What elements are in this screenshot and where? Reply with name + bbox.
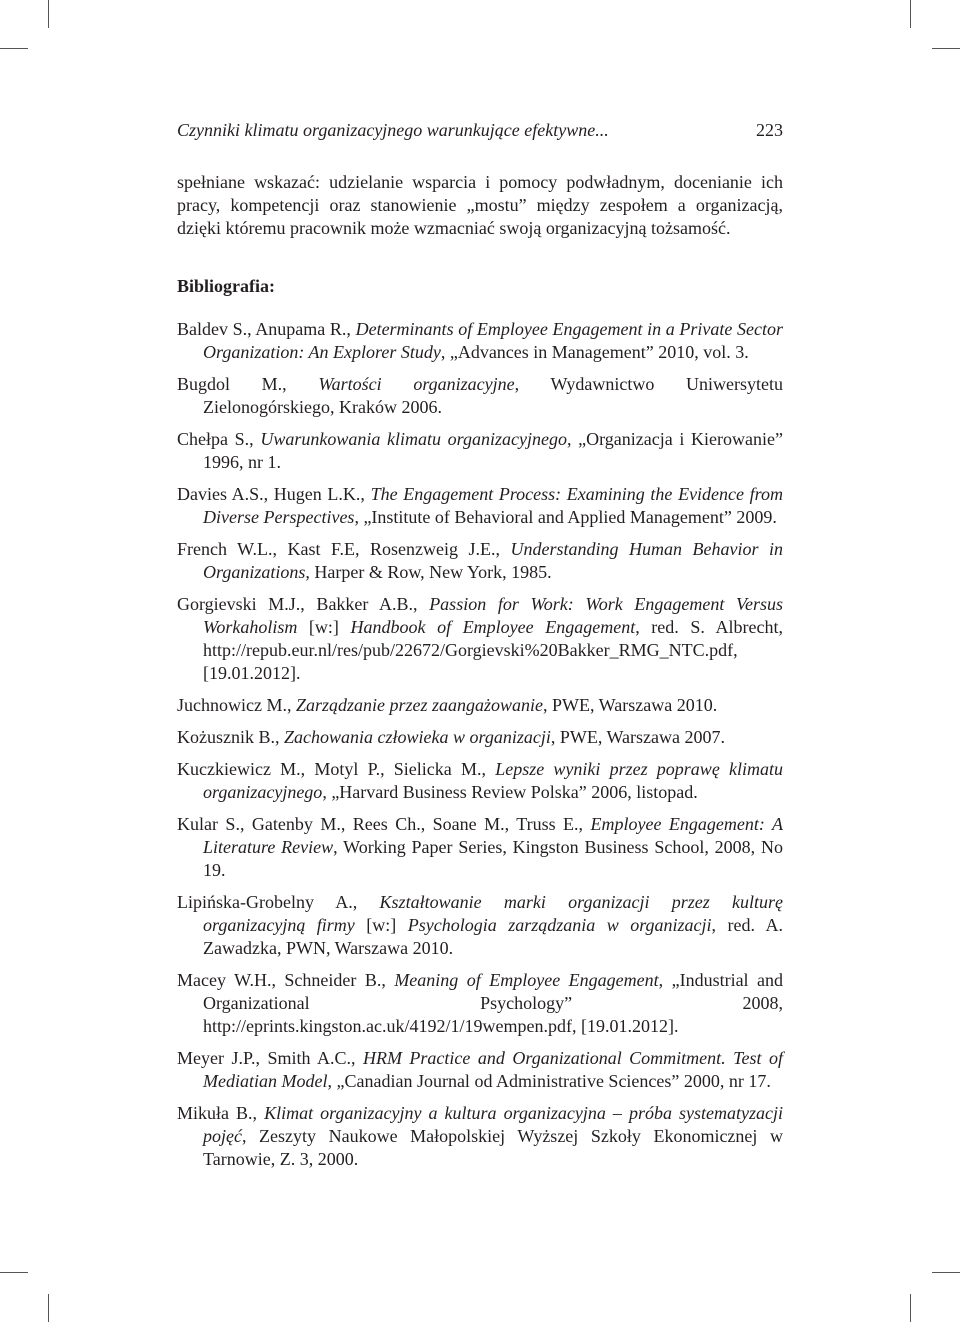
reference-title: The Engagement Process: Examining the Evidence from Diverse Perspectives xyxy=(203,484,784,527)
reference-rest: , „Organizacja i Kierowanie” 1996, nr 1. xyxy=(203,429,784,472)
reference-author: Davies A.S., Hugen L.K., xyxy=(177,484,371,504)
reference-title: Wartości organizacyjne xyxy=(318,374,515,394)
reference-title: Uwarunkowania klimatu organizacyjnego xyxy=(260,429,567,449)
reference-item xyxy=(177,694,783,717)
reference-item xyxy=(177,969,783,1038)
crop-mark xyxy=(932,1272,960,1273)
reference-author: French W.L., Kast F.E, Rosenzweig J.E., xyxy=(177,539,511,559)
reference-rest: , „Institute of Behavioral and Applied Management” 2009. xyxy=(354,507,777,527)
crop-mark xyxy=(48,0,49,28)
reference-author: Meyer J.P., Smith A.C., xyxy=(177,1048,363,1068)
page-number: 223 xyxy=(756,120,783,140)
crop-mark xyxy=(0,48,28,49)
reference-title: Lepsze wyniki przez poprawę klimatu organizacyjnego xyxy=(203,759,784,802)
reference-title: Klimat organizacyjny a kultura organizacyjna – próba systematyzacji pojęć xyxy=(203,1103,783,1146)
reference-rest: , Zeszyty Naukowe Małopolskiej Wyższej Szkoły Ekonomicznej w Tarnowie, Z. 3, 2000. xyxy=(203,1126,783,1169)
running-head xyxy=(177,120,783,150)
body-paragraph: spełniane wskazać: udzielanie wsparcia i pomocy podwładnym, docenianie ich pracy, kompetencji oraz stanowienie „mostu” między zespołem a organizacją, dzięki któremu pracownik może wzmacniać swoją organizacyjną tożsamość. xyxy=(177,172,783,238)
bibliography-heading: Bibliografia: xyxy=(177,276,275,296)
reference-title: Employee Engagement: A Literature Review xyxy=(203,814,783,857)
reference-title: Meaning of Employee Engagement xyxy=(394,970,659,990)
reference-author: Bugdol M., xyxy=(177,374,319,394)
reference-rest: , „Canadian Journal od Administrative Sciences” 2000, nr 17. xyxy=(327,1071,771,1091)
crop-mark xyxy=(910,0,911,28)
reference-author: Baldev S., Anupama R., xyxy=(177,319,356,339)
crop-mark xyxy=(910,1294,911,1322)
crop-mark xyxy=(48,1294,49,1322)
reference-rest: , Wydawnictwo Uniwersytetu Zielonogórskiego, Kraków 2006. xyxy=(203,374,783,417)
reference-author: Kuczkiewicz M., Motyl P., Sielicka M., xyxy=(177,759,496,779)
reference-item xyxy=(177,1102,783,1171)
reference-rest: , „Industrial and Organizational Psychology” 2008, http://eprints.kingston.ac.uk/4192/1/19wempen.pdf, [19.01.2012]. xyxy=(203,970,784,1036)
reference-author: Kular S., Gatenby M., Rees Ch., Soane M., Truss E., xyxy=(177,814,591,834)
reference-rest: , „Advances in Management” 2010, vol. 3. xyxy=(440,342,749,362)
reference-author: Chełpa S., xyxy=(177,429,261,449)
reference-title-secondary: Psychologia zarządzania w organizacji xyxy=(407,915,712,935)
reference-rest: , PWE, Warszawa 2010. xyxy=(543,695,718,715)
bibliography-list xyxy=(177,318,783,1171)
reference-rest: [w:] xyxy=(297,617,351,637)
reference-item xyxy=(177,593,783,685)
reference-title: Zarządzanie przez zaangażowanie xyxy=(295,695,544,715)
reference-title-secondary: Handbook of Employee Engagement xyxy=(350,617,636,637)
reference-item xyxy=(177,813,783,882)
reference-item xyxy=(177,538,783,584)
reference-author: Lipińska-Grobelny A., xyxy=(177,892,380,912)
reference-title: Determinants of Employee Engagement in a Private Sector Organization: An Explorer Study xyxy=(203,319,783,362)
reference-title: Kształtowanie marki organizacji przez kulturę organizacyjną firmy xyxy=(203,892,783,935)
reference-author: Juchnowicz M., xyxy=(177,695,296,715)
book-page xyxy=(177,120,783,1180)
reference-item xyxy=(177,428,783,474)
reference-rest: , „Harvard Business Review Polska” 2006, listopad. xyxy=(322,782,698,802)
reference-item xyxy=(177,373,783,419)
reference-item xyxy=(177,891,783,960)
reference-rest: , PWE, Warszawa 2007. xyxy=(550,727,726,747)
crop-mark xyxy=(932,48,960,49)
reference-author: Kożusznik B., xyxy=(177,727,284,747)
reference-item xyxy=(177,318,783,364)
reference-item xyxy=(177,726,783,749)
reference-rest: [w:] xyxy=(354,915,408,935)
reference-rest: , Working Paper Series, Kingston Business School, 2008, No 19. xyxy=(203,837,783,880)
reference-author: Gorgievski M.J., Bakker A.B., xyxy=(177,594,430,614)
reference-author: Mikuła B., xyxy=(177,1103,265,1123)
reference-item xyxy=(177,483,783,529)
running-head-title: Czynniki klimatu organizacyjnego warunkujące efektywne... xyxy=(177,120,609,140)
reference-rest: , Harper & Row, New York, 1985. xyxy=(305,562,552,582)
reference-title: Passion for Work: Work Engagement Versus Workaholism xyxy=(203,594,783,637)
reference-rest-secondary: , red. S. Albrecht, http://repub.eur.nl/res/pub/22672/Gorgievski%20Bakker_RMG_NTC.pdf, [19.01.2012]. xyxy=(203,617,783,683)
reference-item xyxy=(177,758,783,804)
reference-item xyxy=(177,1047,783,1093)
reference-title: Zachowania człowieka w organizacji xyxy=(284,727,551,747)
crop-mark xyxy=(0,1272,28,1273)
reference-title: Understanding Human Behavior in Organizations xyxy=(203,539,784,582)
reference-author: Macey W.H., Schneider B., xyxy=(177,970,395,990)
reference-rest-secondary: , red. A. Zawadzka, PWN, Warszawa 2010. xyxy=(203,915,783,958)
reference-title: HRM Practice and Organizational Commitment. Test of Mediatian Model xyxy=(203,1048,783,1091)
